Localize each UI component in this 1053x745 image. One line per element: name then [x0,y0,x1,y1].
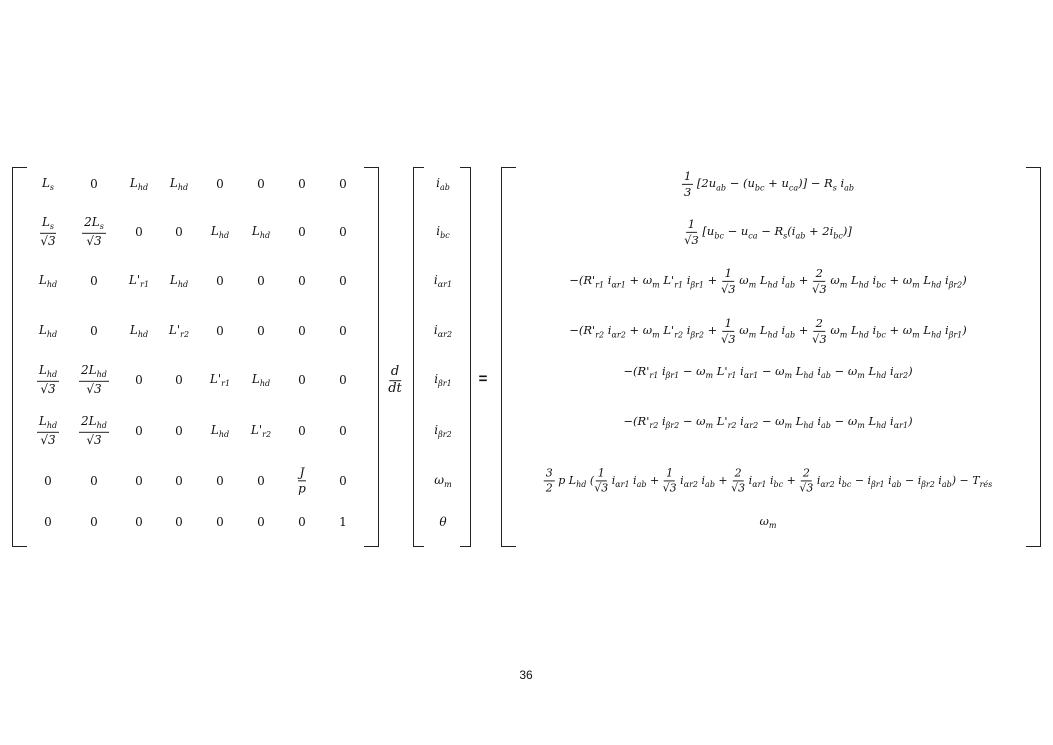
matrix-cell-r8-c8: 1 [339,515,347,529]
matrix-cell-r2-c8: 0 [339,225,347,239]
matrix-cell-r4-c6: 0 [257,324,265,338]
state-entry-6: $i_{\beta r2}$ [434,422,452,440]
matrix-cell-r6-c2: $\frac{2L_{hd}}{√3}$ [81,413,107,447]
matrix-cell-r7-c3: 0 [135,474,143,488]
rhs-entry-7: $\frac{3}{2}$ p $L_{hd}$ ( $\frac{1}{√3}$ $i_{\alpha r1}$ $i_{ab}$ + $\frac{1}{√3}$ $i_{\alpha r2}$ $i_{ab}$ + $\frac{2}{√3}$ $i_{\alpha r1}$ $i_{bc}$ + $\frac{2}{√3}$ $i_{\alpha r2}$ $i_{bc} - i_{\beta r1}$ $i_{ab} - i_{\beta r2}$ $i_{ab}) - T_{rés}$ [545,466,993,495]
matrix-cell-r1-c2: 0 [90,177,98,191]
matrix-cell-r2-c6: $L_{hd}$ [251,223,271,241]
matrix-cell-r4-c5: 0 [216,324,224,338]
matrix-cell-r1-c3: $L_{hd}$ [129,175,149,193]
matrix-cell-r8-c1: 0 [44,515,52,529]
matrix-cell-r5-c1: $\frac{L_{hd}}{√3}$ [38,362,58,396]
matrix-cell-r4-c3: $L_{hd}$ [129,322,149,340]
matrix-cell-r3-c5: 0 [216,274,224,288]
state-entry-2: $i_{bc}$ [436,223,450,241]
matrix-cell-r2-c4: 0 [175,225,183,239]
matrix-cell-r6-c5: $L_{hd}$ [210,422,230,440]
matrix-cell-r7-c7: $\frac{J}{p}$ [298,465,306,496]
matrix-cell-r3-c8: 0 [339,274,347,288]
matrix-cell-r1-c6: 0 [257,177,265,191]
matrix-cell-r3-c1: $L_{hd}$ [38,272,58,290]
matrix-cell-r4-c4: $L'_{r2}$ [168,322,190,340]
matrix-cell-r4-c7: 0 [298,324,306,338]
matrix-cell-r3-c4: $L_{hd}$ [169,272,189,290]
matrix-cell-r2-c7: 0 [298,225,306,239]
matrix-cell-r1-c1: $L_s$ [41,175,55,193]
matrix-cell-r4-c1: $L_{hd}$ [38,322,58,340]
matrix-cell-r8-c2: 0 [90,515,98,529]
matrix-cell-r8-c6: 0 [257,515,265,529]
matrix-cell-r7-c8: 0 [339,474,347,488]
matrix-cell-r3-c6: 0 [257,274,265,288]
rhs-entry-3: $-(R'_{r1}$ $i_{\alpha r1} + \omega_m$ $L'_{r1}$ $i_{\beta r1}$ + $\frac{1}{√3}$ $\omega_m$ $L_{hd}$ $i_{ab}$ + $\frac{2}{√3}$ $\omega_m$ $L_{hd}$ $i_{bc} + \omega_m$ $L_{hd}$ $i_{\beta r2}$) [569,265,967,296]
state-entry-8: θ [439,515,447,529]
state-entry-1: $i_{ab}$ [436,175,450,193]
state-entry-3: $i_{\alpha r1}$ [433,272,453,290]
rhs-entry-5: $-(R'_{r1}$ $i_{\beta r1} - \omega_m$ $L'_{r1}$ $i_{\alpha r1} - \omega_m$ $L_{hd}$ $i_{ab} - \omega_m$ $L_{hd}$ $i_{\alpha r2}$) [623,363,913,381]
matrix-cell-r7-c4: 0 [175,474,183,488]
matrix-cell-r6-c4: 0 [175,424,183,438]
matrix-cell-r2-c1: $\frac{L_s}{√3}$ [40,214,56,248]
matrix-cell-r8-c7: 0 [298,515,306,529]
rhs-entry-2: $\frac{1}{√3}$ $[u_{bc} - u_{ca} - R_s(i_{ab} + 2i_{bc})]$ [684,216,852,247]
matrix-cell-r1-c8: 0 [339,177,347,191]
state-entry-4: $i_{\alpha r2}$ [433,322,453,340]
matrix-cell-r4-c2: 0 [90,324,98,338]
matrix-cell-r2-c3: 0 [135,225,143,239]
state-vector [414,165,472,547]
matrix-cell-r6-c7: 0 [298,424,306,438]
rhs-entry-4: $-(R'_{r2}$ $i_{\alpha r2} + \omega_m$ $L'_{r2}$ $i_{\beta r2}$ + $\frac{1}{√3}$ $\omega_m$ $L_{hd}$ $i_{ab}$ + $\frac{2}{√3}$ $\omega_m$ $L_{hd}$ $i_{bc} + \omega_m$ $L_{hd}$ $i_{\beta r1}$) [569,315,967,346]
matrix-left-bracket [12,167,27,547]
matrix-cell-r1-c5: 0 [216,177,224,191]
page-number: 36 [519,668,533,682]
state-entry-7: $\omega_m$ [434,472,452,490]
matrix-cell-r2-c2: $\frac{2L_s}{√3}$ [84,214,104,248]
rhs-vector [502,165,1040,547]
matrix-cell-r5-c2: $\frac{2L_{hd}}{√3}$ [81,362,107,396]
derivative-operator: $\frac{d}{dt}$ [388,364,402,397]
matrix-cell-r6-c3: 0 [135,424,143,438]
matrix-cell-r7-c2: 0 [90,474,98,488]
matrix-cell-r4-c8: 0 [339,324,347,338]
matrix-cell-r3-c7: 0 [298,274,306,288]
rhs-entry-8: $\omega_m$ [759,513,777,531]
matrix-cell-r1-c4: $L_{hd}$ [169,175,189,193]
matrix-cell-r6-c6: $L'_{r2}$ [250,422,272,440]
matrix-cell-r5-c6: $L_{hd}$ [251,371,271,389]
matrix-cell-r5-c8: 0 [339,373,347,387]
matrix-cell-r8-c5: 0 [216,515,224,529]
matrix-cell-r7-c5: 0 [216,474,224,488]
matrix-cell-r7-c6: 0 [257,474,265,488]
matrix-cell-r6-c8: 0 [339,424,347,438]
rhs-entry-6: $-(R'_{r2}$ $i_{\beta r2} - \omega_m$ $L'_{r2}$ $i_{\alpha r2} - \omega_m$ $L_{hd}$ $i_{ab} - \omega_m$ $L_{hd}$ $i_{\alpha r1}$) [623,413,913,431]
state-entry-5: $i_{\beta r1}$ [434,371,452,389]
equals-sign: = [478,370,488,388]
matrix-cell-r3-c3: $L'_{r1}$ [128,272,150,290]
matrix-cell-r5-c4: 0 [175,373,183,387]
mass-matrix [28,165,368,547]
matrix-cell-r6-c1: $\frac{L_{hd}}{√3}$ [38,413,58,447]
matrix-cell-r3-c2: 0 [90,274,98,288]
matrix-cell-r8-c3: 0 [135,515,143,529]
matrix-cell-r5-c5: $L'_{r1}$ [209,371,231,389]
matrix-cell-r1-c7: 0 [298,177,306,191]
matrix-cell-r5-c7: 0 [298,373,306,387]
matrix-cell-r2-c5: $L_{hd}$ [210,223,230,241]
matrix-cell-r5-c3: 0 [135,373,143,387]
rhs-entry-1: $\frac{1}{3}$ $[2u_{ab} - (u_{bc} + u_{ca})] - R_s$ $i_{ab}$ [683,168,855,199]
matrix-cell-r7-c1: 0 [44,474,52,488]
matrix-cell-r8-c4: 0 [175,515,183,529]
